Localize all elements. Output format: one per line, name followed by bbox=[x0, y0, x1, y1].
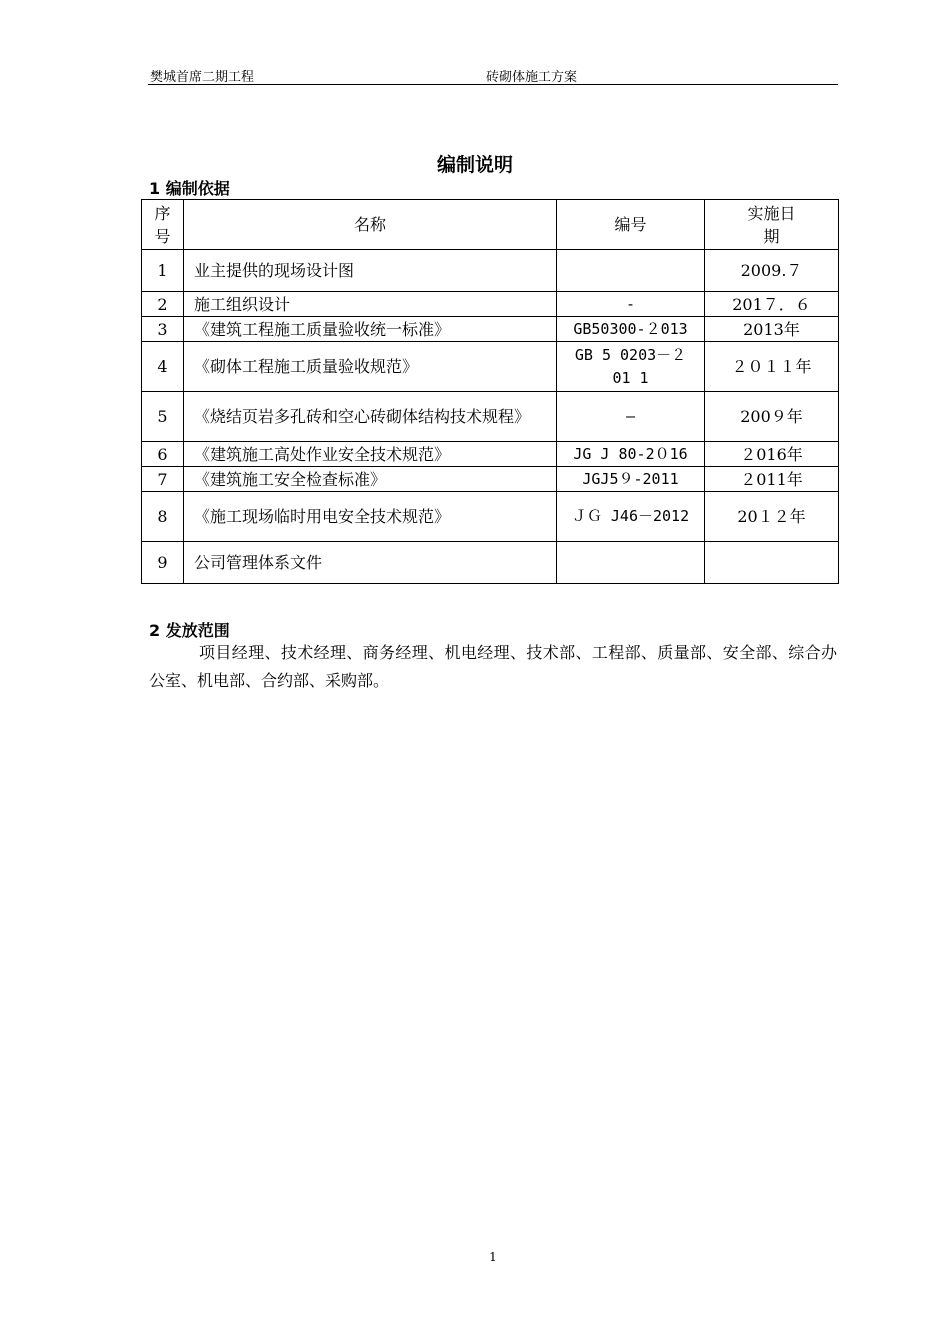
cell-code: - bbox=[557, 292, 705, 317]
table-row bbox=[142, 250, 839, 292]
cell-code: ＪＧ J46－2012 bbox=[557, 492, 705, 542]
column-header-date: 实施日期 bbox=[705, 200, 839, 250]
cell-date: 200９年 bbox=[705, 392, 839, 442]
cell-date bbox=[705, 542, 839, 584]
cell-no: 2 bbox=[142, 292, 184, 317]
cell-code: JGJ5９-2011 bbox=[557, 467, 705, 492]
cell-name: 《建筑工程施工质量验收统一标准》 bbox=[184, 317, 557, 342]
cell-code: JG J 80-2０16 bbox=[557, 442, 705, 467]
cell-name: 业主提供的现场设计图 bbox=[184, 250, 557, 292]
table-row bbox=[142, 492, 839, 542]
table-header-row bbox=[142, 200, 839, 250]
cell-name: 《砌体工程施工质量验收规范》 bbox=[184, 342, 557, 392]
cell-name: 《施工现场临时用电安全技术规范》 bbox=[184, 492, 557, 542]
cell-no: 4 bbox=[142, 342, 184, 392]
cell-name: 施工组织设计 bbox=[184, 292, 557, 317]
page-number: 1 bbox=[489, 1250, 497, 1264]
cell-date: 2013年 bbox=[705, 317, 839, 342]
table-row bbox=[142, 442, 839, 467]
header-project-name: 樊城首席二期工程 bbox=[150, 70, 255, 85]
cell-no: 7 bbox=[142, 467, 184, 492]
table-row bbox=[142, 342, 839, 392]
cell-date: ２016年 bbox=[705, 442, 839, 467]
section-heading-basis: 1 编制依据 bbox=[149, 179, 230, 198]
table-row bbox=[142, 292, 839, 317]
basis-table bbox=[141, 199, 839, 584]
cell-name: 《建筑施工安全检查标准》 bbox=[184, 467, 557, 492]
cell-code: — bbox=[557, 392, 705, 442]
cell-no: 1 bbox=[142, 250, 184, 292]
cell-name: 《烧结页岩多孔砖和空心砖砌体结构技术规程》 bbox=[184, 392, 557, 442]
cell-no: 8 bbox=[142, 492, 184, 542]
cell-date: 201７．６ bbox=[705, 292, 839, 317]
distribution-text: 项目经理、技术经理、商务经理、机电经理、技术部、工程部、质量部、安全部、综合办公室、机电部、合约部、采购部。 bbox=[149, 643, 837, 690]
cell-no: 3 bbox=[142, 317, 184, 342]
page-header bbox=[148, 66, 838, 85]
table-row bbox=[142, 542, 839, 584]
cell-no: 9 bbox=[142, 542, 184, 584]
cell-date: ２011年 bbox=[705, 467, 839, 492]
cell-date: ２０１１年 bbox=[705, 342, 839, 392]
column-header-no: 序号 bbox=[142, 200, 184, 250]
table-row bbox=[142, 392, 839, 442]
cell-code bbox=[557, 542, 705, 584]
cell-code bbox=[557, 250, 705, 292]
cell-no: 5 bbox=[142, 392, 184, 442]
cell-name: 《建筑施工高处作业安全技术规范》 bbox=[184, 442, 557, 467]
cell-code: GB50300-２013 bbox=[557, 317, 705, 342]
cell-date: 20１２年 bbox=[705, 492, 839, 542]
cell-name: 公司管理体系文件 bbox=[184, 542, 557, 584]
cell-code: GB 5 0203－２01 1 bbox=[557, 342, 705, 392]
cell-no: 6 bbox=[142, 442, 184, 467]
column-header-name: 名称 bbox=[184, 200, 557, 250]
column-header-code: 编号 bbox=[557, 200, 705, 250]
cell-date: 2009.７ bbox=[705, 250, 839, 292]
table-row bbox=[142, 317, 839, 342]
table-row bbox=[142, 467, 839, 492]
document-title: 编制说明 bbox=[436, 154, 513, 176]
section-heading-distribution: 2 发放范围 bbox=[149, 621, 230, 640]
header-document-name: 砖砌体施工方案 bbox=[486, 70, 578, 85]
